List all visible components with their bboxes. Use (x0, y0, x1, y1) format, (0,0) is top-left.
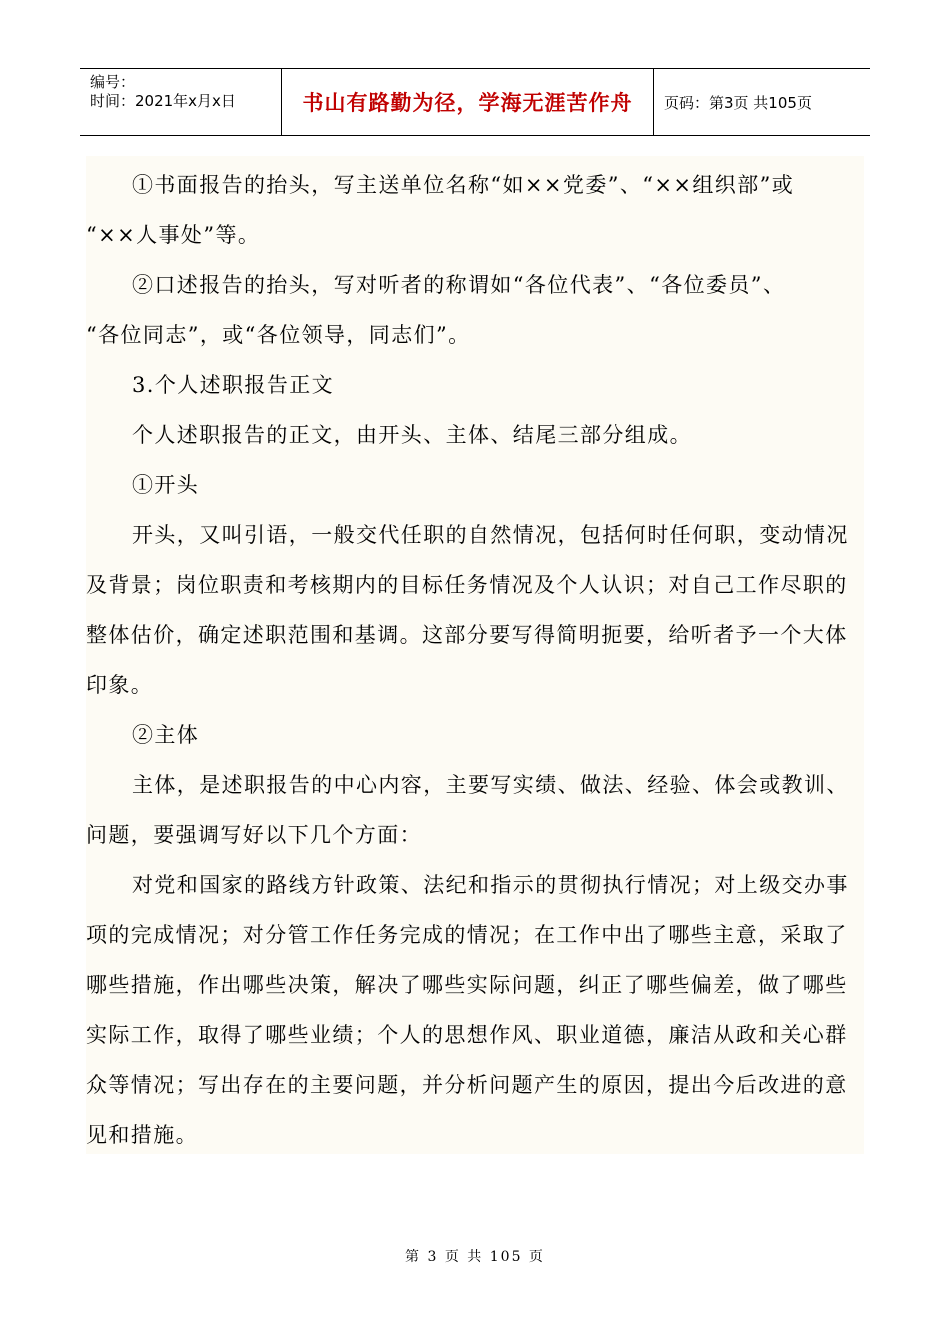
text-line: 3.个人述职报告正文 (132, 373, 335, 397)
header-motto-cell (282, 69, 654, 135)
text-line: 众等情况；写出存在的主要问题，并分析问题产生的原因，提出今后改进的意 (86, 1073, 848, 1097)
text-line: 个人述职报告的正文，由开头、主体、结尾三部分组成。 (132, 423, 692, 447)
header-page-info: 页码：第3页 共105页 (664, 93, 812, 112)
paragraph-main-body-aspects (86, 860, 849, 1160)
text-line: 主体，是述职报告的中心内容，主要写实绩、做法、经验、体会或教训、 (132, 773, 849, 797)
text-line: 整体估价，确定述职范围和基调。这部分要写得简明扼要，给听者予一个大体 (86, 623, 848, 647)
text-line: ②口述报告的抬头，写对听者的称谓如“各位代表”、“各位委员”、 (132, 273, 786, 297)
document-number-label: 编号： (90, 73, 136, 91)
document-date-label: 时间：2021年x月x日 (90, 92, 236, 110)
text-line: 项的完成情况；对分管工作任务完成的情况；在工作中出了哪些主意，采取了 (86, 923, 848, 947)
header-motto: 书山有路勤为径，学海无涯苦作舟 (302, 91, 633, 115)
text-line: 及背景；岗位职责和考核期内的目标任务情况及个人认识；对自己工作尽职的 (86, 573, 848, 597)
paragraph-main-body (86, 760, 849, 860)
text-line: “各位同志”，或“各位领导，同志们”。 (86, 323, 471, 347)
text-line: ①开头 (132, 473, 200, 497)
text-line: ②主体 (132, 723, 200, 747)
text-line: ①书面报告的抬头，写主送单位名称“如××党委”、“××组织部”或 (132, 173, 795, 197)
section-heading-report-body (86, 360, 846, 410)
text-line: 印象。 (86, 673, 154, 697)
text-line: 问题，要强调写好以下几个方面： (86, 823, 422, 847)
text-line: “××人事处”等。 (86, 223, 261, 247)
header-meta-cell (80, 69, 282, 135)
document-body (86, 156, 864, 1154)
subheading-main-body (86, 710, 846, 760)
paragraph-written-report-heading (86, 160, 846, 260)
paragraph-body-composition (86, 410, 846, 460)
footer-page-number: 第 3 页 共 105 页 (405, 1249, 545, 1265)
subheading-opening (86, 460, 846, 510)
text-line: 见和措施。 (86, 1123, 198, 1147)
text-line: 对党和国家的路线方针政策、法纪和指示的贯彻执行情况；对上级交办事 (132, 873, 849, 897)
paragraph-oral-report-heading (86, 260, 846, 360)
text-line: 实际工作，取得了哪些业绩；个人的思想作风、职业道德，廉洁从政和关心群 (86, 1023, 848, 1047)
page-footer (0, 1246, 950, 1266)
text-line: 开头，又叫引语，一般交代任职的自然情况，包括何时任何职，变动情况 (132, 523, 849, 547)
text-line: 哪些措施，作出哪些决策，解决了哪些实际问题，纠正了哪些偏差，做了哪些 (86, 973, 848, 997)
header-page-cell (654, 69, 870, 135)
paragraph-opening (86, 510, 849, 710)
page-header (80, 68, 870, 136)
